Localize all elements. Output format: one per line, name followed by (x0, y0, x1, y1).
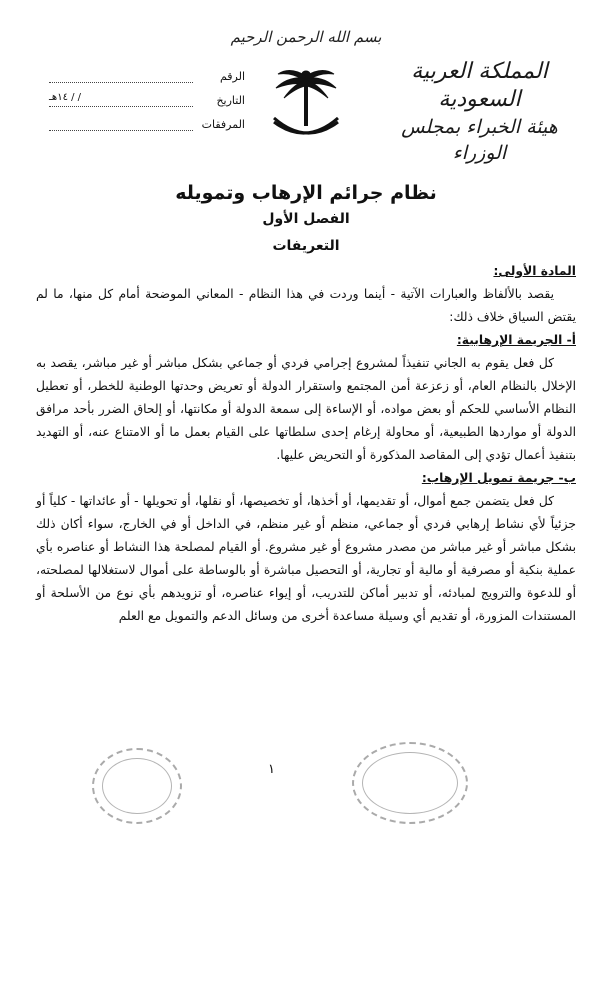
article-heading: المادة الأولى: (493, 264, 576, 278)
official-seal-stamp-right (352, 742, 468, 824)
meta-date-label: التاريخ (216, 93, 245, 107)
organization-name (377, 58, 582, 166)
document-body (36, 260, 576, 628)
bismillah: بسم الله الرحمن الرحيم (230, 28, 382, 46)
meta-number-line (49, 70, 193, 83)
definition-b-heading: ب- جريمة تمويل الإرهاب: (421, 471, 576, 485)
meta-attachments-label: المرفقات (201, 117, 245, 131)
org-line-2: هيئة الخبراء بمجلس الوزراء (401, 116, 558, 164)
definition-b-text: كل فعل يتضمن جمع أموال، أو تقديمها، أو أخذها، أو تخصيصها، أو نقلها، أو تحويلها - أو عائداتها - كلياً أو جزئياً لأي نشاط إرهابي فردي أو جماعي، منظم أو غير منظم، في الداخل أو في الخارج، سواء أكان ذلك بشكل مباشر أو غير مباشر من مصدر مشروع أو غير مشروع. أو القيام لمصلحة هذا النشاط أو عناصره بأي عملية بنكية أو مصرفية أو مالية أو تجارية، أو التحصيل مباشرة أو بالوساطة على أموال لاستغلالها لمصلحته، أو للدعوة والترويج لمبادئه، أو تدبير أماكن للتدريب، أو إيواء عناصره، أو تزويدهم بأي نوع من الأسلحة أو المستندات المزورة، أو تقديم أي وسيلة مساعدة أخرى من وسائل الدعم والتمويل مع العلم (36, 494, 576, 623)
definition-a-text: كل فعل يقوم به الجاني تنفيذاً لمشروع إجرامي فردي أو جماعي بشكل مباشر أو غير مباشر، يقصد به الإخلال بالنظام العام، أو زعزعة أمن المجتمع واستقرار الدولة أو تعريض وحدتها الوطنية للخطر، أو تعطيل النظام الأساسي للحكم أو بعض مواده، أو الإساءة إلى سمعة الدولة أو مكانتها، أو إلحاق الضرر بأحد مرافق الدولة أو مواردها الطبيعية، أو محاولة إرغام إحدى سلطاتها على القيام بعمل ما أو الامتناع عنه، أو التهديد بتنفيذ أعمال تؤدي إلى المقاصد المذكورة أو التحريض عليها. (36, 356, 576, 462)
definition-a-heading: أ- الجريمة الإرهابية: (456, 333, 576, 347)
meta-number-label: الرقم (219, 69, 245, 83)
document-title: نظام جرائم الإرهاب وتمويله (175, 182, 437, 204)
palm-swords-emblem-icon (266, 58, 346, 150)
meta-attachments-row (45, 112, 245, 136)
official-seal-stamp-left (92, 748, 182, 824)
meta-date-value: / / ١٤هـ (49, 91, 82, 103)
org-line-1: المملكة العربية السعودية (411, 59, 548, 112)
article-intro: يقصد بالألفاظ والعبارات الآتية - أينما وردت في هذا النظام - المعاني الموضحة أمام كل منها، ما لم يقتض السياق خلاف ذلك: (36, 287, 576, 324)
letter-meta (45, 64, 245, 136)
section-heading: التعريفات (272, 238, 340, 254)
page-number: ١ (268, 762, 275, 777)
meta-number-row (45, 64, 245, 88)
meta-attachments-line (49, 118, 193, 131)
meta-date-row (45, 88, 245, 112)
meta-date-line (49, 91, 193, 107)
chapter-heading: الفصل الأول (262, 211, 350, 227)
